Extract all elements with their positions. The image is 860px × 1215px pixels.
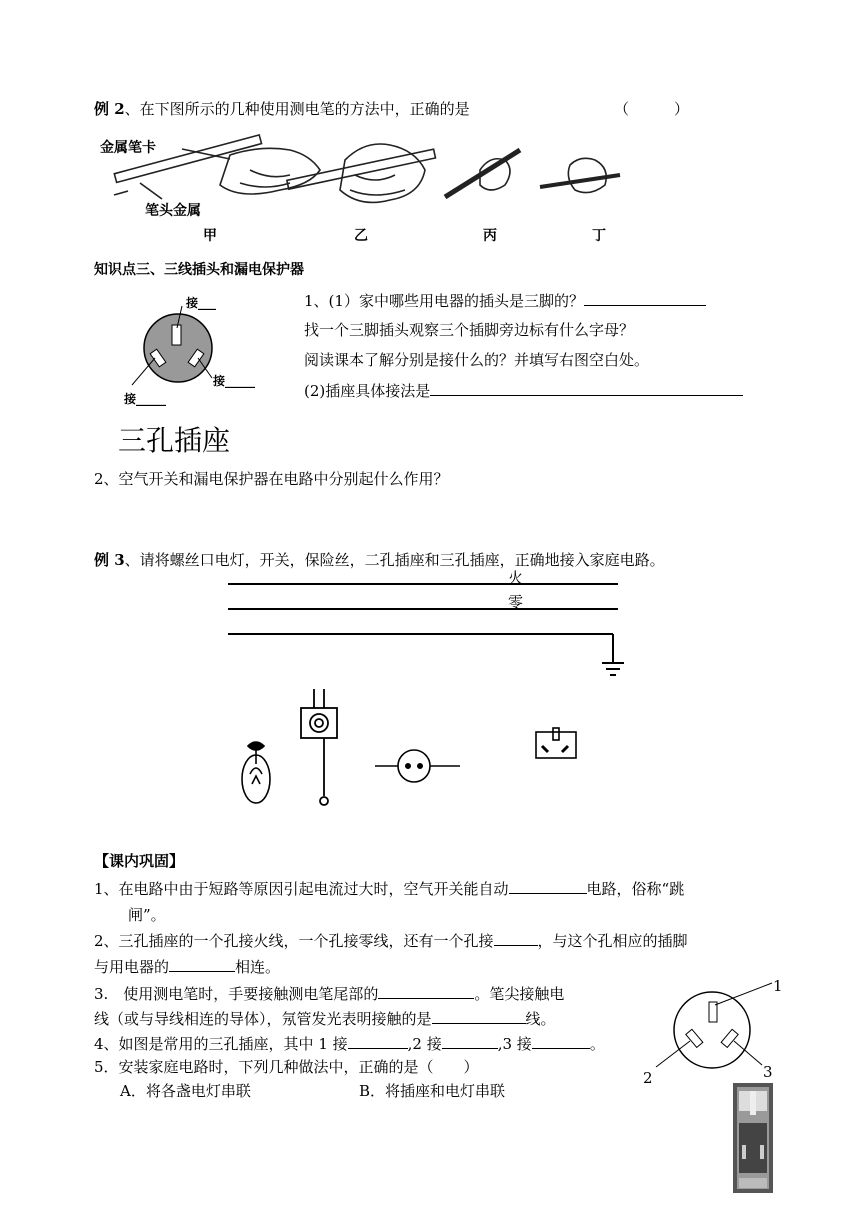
example-2-answer-paren: （ ） <box>614 100 690 118</box>
q1-line2: 找一个三脚插头观察三个插脚旁边标有什么字母？ <box>304 321 635 339</box>
socket-hole-top <box>172 325 181 345</box>
example-2-label: 例 2 <box>94 100 125 118</box>
caption-bing: 丙 <box>483 228 497 244</box>
example-3-question <box>94 550 665 570</box>
neutral-wire-label: 零 <box>508 593 524 611</box>
caption-yi: 乙 <box>354 228 368 244</box>
ground-symbol <box>602 634 624 675</box>
home-circuit-diagram <box>228 574 648 814</box>
hand-yi <box>340 144 425 202</box>
knowledge-point-3-title: 知识点三、三线插头和漏电保护器 <box>94 262 304 278</box>
caption-jia: 甲 <box>203 228 217 244</box>
test-pen-bing <box>445 150 520 197</box>
socket-photo <box>733 1083 773 1193</box>
practice-q3: 3. 使用测电笔时，手要接触测电笔尾部的 。笔尖接触电 <box>94 985 565 1003</box>
q1-line1: 1、(1）家中哪些用电器的插头是三脚的？ <box>304 291 706 311</box>
socket-number-1: 1 <box>773 977 783 995</box>
practice-q2-cont: 与用电器的 相连。 <box>94 958 281 976</box>
pen-tip-label: 笔头金属 <box>145 203 201 219</box>
two-hole-socket <box>375 750 460 782</box>
hand-ding <box>568 158 606 192</box>
practice-title: 【课内巩固】 <box>94 852 185 870</box>
practice-q4: 4、如图是常用的三孔插座，其中 1 接 ,2 接 ,3 接 。 <box>94 1035 605 1053</box>
caption-ding: 丁 <box>592 228 606 244</box>
practice-q3-cont: 线（或与导线相连的导体），氖管发光表明接触的是 线。 <box>94 1010 556 1028</box>
q1-line4: (2)插座具体接法是 <box>304 381 743 401</box>
option-a: A．将各盏电灯串联 <box>120 1082 251 1100</box>
practice-q5: 5．安装家庭电路时，下列几种做法中，正确的是（ ） <box>94 1058 479 1076</box>
pull-switch <box>301 689 337 805</box>
question-2: 2、空气开关和漏电保护器在电路中分别起什么作用？ <box>94 470 449 488</box>
practice-q1-cont: 闸”。 <box>128 906 166 924</box>
three-hole-socket-heading: 三孔插座 <box>118 424 231 457</box>
pen-cap-label: 金属笔卡 <box>100 140 156 156</box>
socket-number-2: 2 <box>643 1069 653 1087</box>
example-2-question <box>94 99 470 119</box>
three-hole-socket-symbol <box>536 728 576 758</box>
practice-q1: 1、在电路中由于短路等原因引起电流过大时，空气开关能自动 电路，俗称“跳 <box>94 880 685 898</box>
socket-label-top: 接___ <box>186 296 217 310</box>
socket-number-3: 3 <box>763 1063 773 1081</box>
screw-lamp <box>242 742 270 803</box>
test-pen-ding <box>540 175 620 187</box>
option-b: B．将插座和电灯串联 <box>359 1082 506 1100</box>
example-3-text: 、请将螺丝口电灯，开关，保险丝，二孔插座和三孔插座，正确地接入家庭电路。 <box>124 551 665 569</box>
test-pen-figure <box>100 135 660 247</box>
practice-q2: 2、三孔插座的一个孔接火线，一个孔接零线，还有一个孔接 ，与这个孔相应的插脚 <box>94 932 688 950</box>
socket-label-left: 接_____ <box>124 392 167 406</box>
socket-label-right: 接_____ <box>213 374 256 388</box>
fire-wire-label: 火 <box>508 569 524 587</box>
example-2-text: 、在下图所示的几种使用测电笔的方法中，正确的是 <box>124 100 470 118</box>
example-3-label: 例 3 <box>94 551 125 569</box>
q1-line3: 阅读课本了解分别是接什么的？并填写右图空白处。 <box>304 351 650 369</box>
